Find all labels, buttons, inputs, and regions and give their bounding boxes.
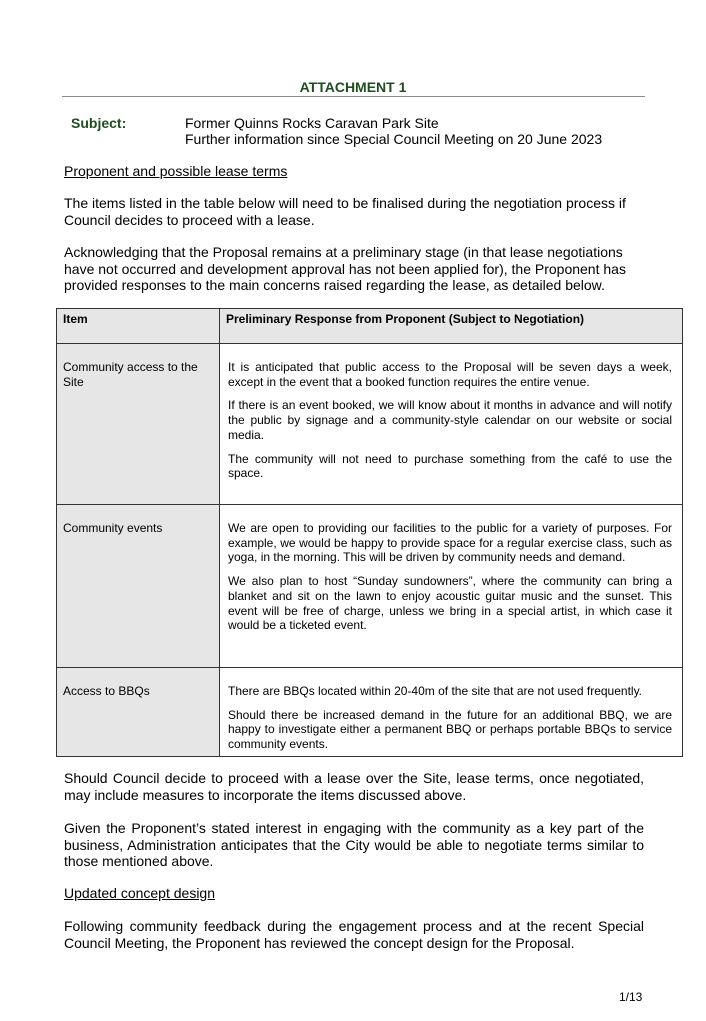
page-number: 1/13 <box>619 990 643 1004</box>
responses-table <box>56 308 683 757</box>
section-heading-lease-terms: Proponent and possible lease terms <box>64 163 288 179</box>
table-row <box>57 344 683 505</box>
acknowledgement-paragraph: Acknowledging that the Proposal remains at a preliminary stage (in that lease negotiations have not occurred and development approval has not been applied for), the Proponent has provided responses to the main concerns raised regarding the lease, as detailed below. <box>64 244 626 293</box>
row-response <box>220 344 683 505</box>
table-row <box>57 668 683 757</box>
row-item: Community access to the Site <box>57 344 220 505</box>
subject-line-2: Further information since Special Council Meeting on 20 June 2023 <box>185 131 603 147</box>
attachment-title: ATTACHMENT 1 <box>299 79 407 95</box>
subject-line-1: Former Quinns Rocks Caravan Park Site <box>185 115 439 131</box>
section-heading-concept-design: Updated concept design <box>64 885 215 901</box>
response-paragraph: We are open to providing our facilities to the public for a variety of purposes. For example, we would be happy to provide space for a regular exercise class, such as yoga, in the morning. This will be driven by community needs and demand. <box>228 521 672 565</box>
title-divider <box>62 96 645 97</box>
header-response: Preliminary Response from Proponent (Subject to Negotiation) <box>220 309 683 344</box>
row-response <box>220 505 683 668</box>
response-paragraph: Should there be increased demand in the future for an additional BBQ, we are happy to investigate either a permanent BBQ or perhaps portable BBQs to service community events. <box>228 707 672 752</box>
lease-measures-paragraph: Should Council decide to proceed with a lease over the Site, lease terms, once negotiated, may include measures to incorporate the items discussed above. <box>64 770 644 803</box>
concept-design-paragraph: Following community feedback during the engagement process and at the recent Special Council Meeting, the Proponent has reviewed the concept design for the Proposal. <box>64 918 644 951</box>
response-paragraph: The community will not need to purchase something from the café to use the space. <box>228 451 672 481</box>
header-item: Item <box>57 309 220 344</box>
response-paragraph: If there is an event booked, we will know about it months in advance and will notify the public by signage and a community-style calendar on our website or social media. <box>228 398 672 442</box>
response-paragraph: There are BBQs located within 20-40m of the site that are not used frequently. <box>228 684 643 698</box>
table-header-row <box>57 309 683 344</box>
subject-text <box>185 115 602 147</box>
subject-label: Subject: <box>71 115 127 131</box>
row-item: Community events <box>57 505 220 668</box>
response-paragraph: It is anticipated that public access to the Proposal will be seven days a week, except in the event that a booked function requires the entire venue. <box>228 360 672 389</box>
table-row <box>57 505 683 668</box>
engagement-paragraph: Given the Proponent’s stated interest in engaging with the community as a key part of the business, Administration anticipates that the City would be able to negotiate terms similar to those mentioned above. <box>64 820 644 869</box>
response-paragraph: We also plan to host “Sunday sundowners”, where the community can bring a blanket and sit on the lawn to enjoy acoustic guitar music and the sunset. This event will be free of charge, unless we bring in a special artist, in which case it would be a ticketed event. <box>228 574 672 633</box>
row-response <box>220 668 683 757</box>
intro-paragraph: The items listed in the table below will need to be finalised during the negotiation process if Council decides to proceed with a lease. <box>64 195 626 228</box>
row-item: Access to BBQs <box>57 668 220 757</box>
